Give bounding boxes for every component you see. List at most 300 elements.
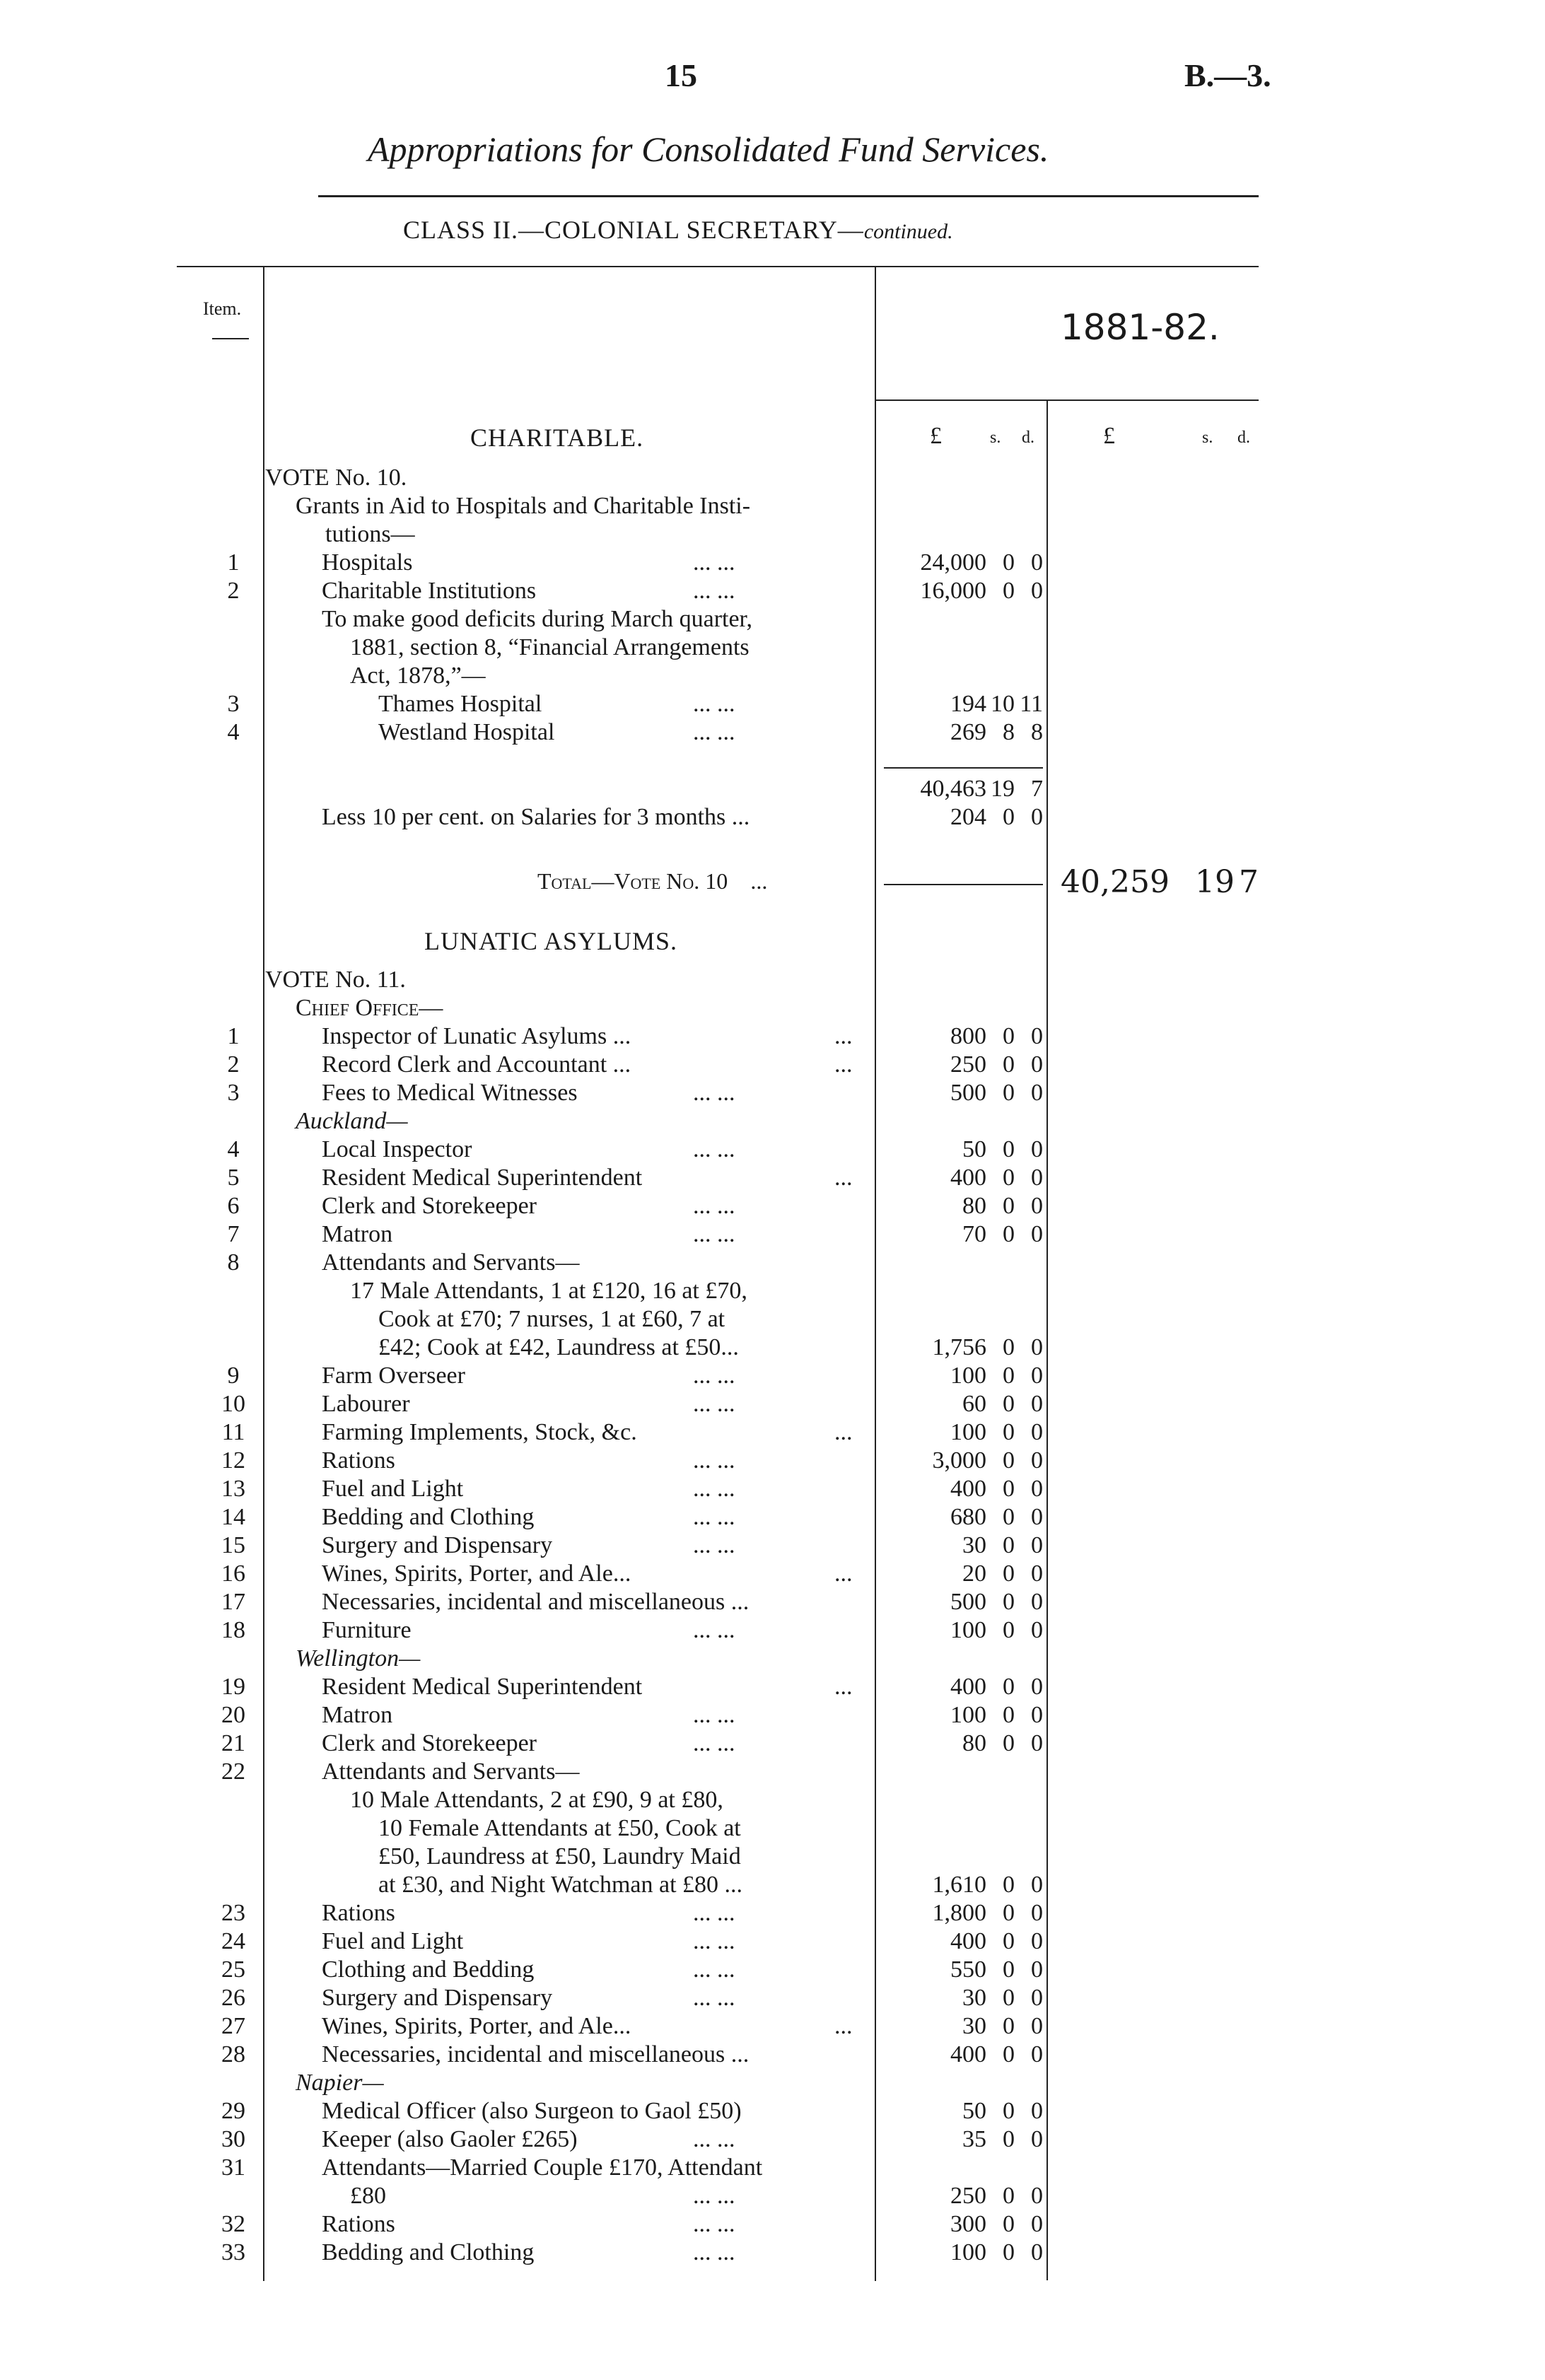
row-description: Necessaries, incidental and miscellaneous ... — [322, 1589, 750, 1615]
amount-pounds: 300 — [950, 2211, 986, 2237]
amount-pence: 0 — [1031, 1589, 1043, 1615]
row-leader: ... ... — [693, 1900, 735, 1926]
class-title-continued: continued. — [863, 220, 953, 243]
amount-pence: 0 — [1031, 1023, 1043, 1049]
amount-pence: 0 — [1031, 1221, 1043, 1247]
unit-shilling-total: s. — [1202, 428, 1213, 447]
row-leader: ... ... — [693, 1391, 735, 1417]
row-description: Matron — [322, 1221, 393, 1247]
row-description: tutions— — [325, 521, 415, 547]
amount-shillings: 0 — [1003, 1391, 1015, 1417]
amount-shillings: 0 — [1003, 1334, 1015, 1360]
amount-pounds: 800 — [950, 1023, 986, 1049]
row-description: Attendants and Servants— — [322, 1758, 580, 1785]
amount-shillings: 0 — [1003, 1730, 1015, 1756]
amount-shillings: 0 — [1003, 1080, 1015, 1106]
amount-shillings: 0 — [1003, 1956, 1015, 1983]
table-row — [0, 1758, 1545, 1786]
row-description: Grants in Aid to Hospitals and Charitable Insti- — [296, 493, 751, 519]
row-description: Rations — [322, 2211, 395, 2237]
row-description: Surgery and Dispensary — [322, 1985, 553, 2011]
item-number: 25 — [221, 1956, 245, 1983]
item-number: 29 — [221, 2098, 245, 2124]
table-row — [0, 1418, 1545, 1447]
item-number: 6 — [227, 1193, 240, 1219]
table-row — [0, 520, 1545, 549]
row-description: Thames Hospital — [378, 691, 542, 717]
table-row — [0, 1220, 1545, 1249]
row-leader: ... ... — [693, 1447, 735, 1474]
row-leader: ... — [834, 1674, 853, 1700]
item-number: 4 — [227, 1136, 240, 1162]
row-leader: ... ... — [693, 1928, 735, 1954]
row-leader: ... ... — [693, 1080, 735, 1106]
item-number: 17 — [221, 1589, 245, 1615]
table-row — [0, 803, 1545, 832]
amount-shillings: 19 — [991, 776, 1015, 802]
item-header-underline — [212, 338, 249, 339]
amount-shillings: 0 — [1003, 1702, 1015, 1728]
row-description: £80 — [350, 2183, 386, 2209]
item-number: 15 — [221, 1532, 245, 1558]
row-description: Bedding and Clothing — [322, 2239, 535, 2265]
item-number: 26 — [221, 1985, 245, 2011]
amount-shillings: 0 — [1003, 1617, 1015, 1643]
item-number: 21 — [221, 1730, 245, 1756]
table-row — [0, 1079, 1545, 1107]
amount-pence: 7 — [1031, 776, 1043, 802]
amount-pence: 0 — [1031, 1363, 1043, 1389]
item-number: 11 — [221, 1419, 245, 1445]
amount-pounds: 100 — [950, 1702, 986, 1728]
amount-shillings: 0 — [1003, 1193, 1015, 1219]
amount-pence: 0 — [1031, 2211, 1043, 2237]
row-description: Wellington— — [296, 1645, 421, 1672]
amount-pounds: 400 — [950, 1165, 986, 1191]
amount-pounds: 400 — [950, 1476, 986, 1502]
amount-pounds: 80 — [962, 1730, 986, 1756]
row-description: Farming Implements, Stock, &c. — [322, 1419, 637, 1445]
amount-pence: 0 — [1031, 1447, 1043, 1474]
amount-pence: 0 — [1031, 2239, 1043, 2265]
row-leader: ... — [834, 1023, 853, 1049]
item-number: 1 — [227, 1023, 240, 1049]
item-number: 27 — [221, 2013, 245, 2039]
table-row — [0, 577, 1545, 605]
row-leader: ... — [834, 1561, 853, 1587]
amount-pence: 0 — [1031, 2098, 1043, 2124]
page-number: 15 — [665, 57, 697, 93]
table-row — [0, 2182, 1545, 2210]
item-number: 22 — [221, 1758, 245, 1785]
row-description: Rations — [322, 1900, 395, 1926]
amount-pence: 0 — [1031, 2183, 1043, 2209]
table-row — [0, 1051, 1545, 1079]
amount-pounds: 194 — [950, 691, 986, 717]
table-row — [0, 1447, 1545, 1475]
table-row — [0, 1475, 1545, 1503]
year-header: 1881-82. — [1061, 307, 1220, 348]
amount-pounds: 400 — [950, 1674, 986, 1700]
table-row — [0, 1984, 1545, 2012]
amount-pounds: 24,000 — [920, 549, 986, 576]
row-description: Westland Hospital — [378, 719, 555, 745]
table-row — [0, 2012, 1545, 2041]
row-description: Record Clerk and Accountant ... — [322, 1051, 631, 1078]
amount-pence: 11 — [1020, 691, 1043, 717]
amount-shillings: 0 — [1003, 1476, 1015, 1502]
row-description: Clothing and Bedding — [322, 1956, 535, 1983]
total-vote10-shillings: 19 — [1195, 864, 1235, 900]
table-row — [0, 1673, 1545, 1701]
amount-pounds: 40,463 — [920, 776, 986, 802]
row-description: Cook at £70; 7 nurses, 1 at £60, 7 at — [378, 1306, 725, 1332]
item-number: 30 — [221, 2126, 245, 2152]
unit-pound-total: £ — [1103, 423, 1115, 449]
amount-shillings: 0 — [1003, 1419, 1015, 1445]
table-row — [0, 966, 1545, 994]
amount-pence: 0 — [1031, 1872, 1043, 1898]
header-rule — [318, 195, 1259, 197]
amount-shillings: 0 — [1003, 1900, 1015, 1926]
item-number: 1 — [227, 549, 240, 576]
amount-pounds: 3,000 — [932, 1447, 986, 1474]
table-row — [0, 1390, 1545, 1418]
row-description: Surgery and Dispensary — [322, 1532, 553, 1558]
row-description: Farm Overseer — [322, 1363, 465, 1389]
table-row — [0, 1334, 1545, 1362]
item-number: 32 — [221, 2211, 245, 2237]
item-number: 24 — [221, 1928, 245, 1954]
amount-pence: 0 — [1031, 1532, 1043, 1558]
amount-pounds: 35 — [962, 2126, 986, 2152]
row-description: Labourer — [322, 1391, 410, 1417]
table-row — [0, 2041, 1545, 2069]
row-leader: ... ... — [693, 549, 735, 576]
unit-pence-total: d. — [1237, 428, 1250, 447]
amount-pence: 0 — [1031, 1985, 1043, 2011]
item-number: 7 — [227, 1221, 240, 1247]
amount-pence: 0 — [1031, 1702, 1043, 1728]
row-leader: ... ... — [693, 1136, 735, 1162]
table-row — [0, 1503, 1545, 1532]
amount-shillings: 10 — [991, 691, 1015, 717]
amount-shillings: 0 — [1003, 2126, 1015, 2152]
row-description: Hospitals — [322, 549, 413, 576]
table-row — [0, 1136, 1545, 1164]
row-description: Wines, Spirits, Porter, and Ale... — [322, 1561, 631, 1587]
row-description: Act, 1878,”— — [350, 663, 486, 689]
amount-pence: 0 — [1031, 1900, 1043, 1926]
row-leader: ... ... — [693, 1193, 735, 1219]
amount-pounds: 70 — [962, 1221, 986, 1247]
amount-pounds: 20 — [962, 1561, 986, 1587]
amount-pence: 0 — [1031, 1136, 1043, 1162]
row-leader: ... — [834, 1419, 853, 1445]
item-number: 8 — [227, 1249, 240, 1276]
amount-pence: 0 — [1031, 2013, 1043, 2039]
unit-pound: £ — [930, 423, 942, 449]
row-description: Local Inspector — [322, 1136, 472, 1162]
amount-pence: 0 — [1031, 1334, 1043, 1360]
amount-pence: 0 — [1031, 1617, 1043, 1643]
table-row — [0, 1729, 1545, 1758]
row-description: Chief Office— — [296, 995, 443, 1021]
table-row — [0, 1532, 1545, 1560]
class-title-text: CLASS II.—COLONIAL SECRETARY— — [403, 216, 864, 244]
row-description: Fuel and Light — [322, 1476, 464, 1502]
amount-pounds: 400 — [950, 1928, 986, 1954]
row-leader: ... ... — [693, 691, 735, 717]
amount-pounds: 100 — [950, 1363, 986, 1389]
amount-shillings: 0 — [1003, 1674, 1015, 1700]
table-row — [0, 1362, 1545, 1390]
amount-shillings: 0 — [1003, 1023, 1015, 1049]
table-row — [0, 662, 1545, 690]
row-description: Resident Medical Superintendent — [322, 1165, 643, 1191]
table-row — [0, 994, 1545, 1022]
item-number: 13 — [221, 1476, 245, 1502]
row-description: Matron — [322, 1702, 393, 1728]
row-description: 10 Male Attendants, 2 at £90, 9 at £80, — [350, 1787, 723, 1813]
amount-shillings: 8 — [1003, 719, 1015, 745]
amount-shillings: 0 — [1003, 2041, 1015, 2067]
item-number: 31 — [221, 2154, 245, 2181]
table-row — [0, 1616, 1545, 1645]
amount-pounds: 16,000 — [920, 578, 986, 604]
amount-pounds: 30 — [962, 1985, 986, 2011]
item-number: 3 — [227, 691, 240, 717]
table-row — [0, 1107, 1545, 1136]
row-description: £50, Laundress at £50, Laundry Maid — [378, 1843, 741, 1869]
row-leader: ... ... — [693, 719, 735, 745]
row-description: Napier— — [296, 2070, 384, 2096]
row-description: Clerk and Storekeeper — [322, 1193, 537, 1219]
table-row — [0, 1927, 1545, 1956]
table-row — [0, 1871, 1545, 1899]
amount-pence: 0 — [1031, 1956, 1043, 1983]
item-header: Item. — [203, 298, 242, 319]
amount-pounds: 204 — [950, 804, 986, 830]
amount-pounds: 500 — [950, 1589, 986, 1615]
amount-shillings: 0 — [1003, 1589, 1015, 1615]
amount-pounds: 1,756 — [932, 1334, 986, 1360]
total-vote10-label — [537, 868, 767, 894]
amount-shillings: 0 — [1003, 2013, 1015, 2039]
amount-pence: 0 — [1031, 1561, 1043, 1587]
item-number: 28 — [221, 2041, 245, 2067]
table-row — [0, 1843, 1545, 1871]
row-description: Furniture — [322, 1617, 412, 1643]
section-title-lunatic: LUNATIC ASYLUMS. — [424, 927, 678, 955]
table-row — [0, 1701, 1545, 1729]
amount-pence: 0 — [1031, 1051, 1043, 1078]
amount-pounds: 50 — [962, 1136, 986, 1162]
amount-pence: 0 — [1031, 1419, 1043, 1445]
table-row — [0, 1899, 1545, 1927]
table-row — [0, 1249, 1545, 1277]
amount-pence: 0 — [1031, 1080, 1043, 1106]
table-row — [0, 2239, 1545, 2267]
row-description: 10 Female Attendants at £50, Cook at — [378, 1815, 741, 1841]
amount-pounds: 100 — [950, 2239, 986, 2265]
row-description: Attendants and Servants— — [322, 1249, 580, 1276]
amount-shillings: 0 — [1003, 1504, 1015, 1530]
amount-pounds: 30 — [962, 2013, 986, 2039]
unit-pence: d. — [1022, 428, 1034, 447]
amount-pence: 0 — [1031, 2041, 1043, 2067]
row-description: To make good deficits during March quarter, — [322, 606, 753, 632]
table-row — [0, 2097, 1545, 2125]
amount-shillings: 0 — [1003, 1221, 1015, 1247]
running-title: Appropriations for Consolidated Fund Services. — [368, 129, 1049, 169]
row-leader: ... — [834, 1165, 853, 1191]
amount-pounds: 100 — [950, 1617, 986, 1643]
table-row — [0, 464, 1545, 492]
amount-pence: 8 — [1031, 719, 1043, 745]
row-description: Rations — [322, 1447, 395, 1474]
total-vote10-pence: 7 — [1239, 864, 1259, 900]
table-row — [0, 605, 1545, 634]
row-description: Bedding and Clothing — [322, 1504, 535, 1530]
amount-pence: 0 — [1031, 1391, 1043, 1417]
amount-pence: 0 — [1031, 578, 1043, 604]
total-rule — [884, 884, 1043, 885]
row-description: Less 10 per cent. on Salaries for 3 months ... — [322, 804, 750, 830]
amount-pence: 0 — [1031, 1928, 1043, 1954]
amount-pounds: 50 — [962, 2098, 986, 2124]
row-description: Auckland— — [296, 1108, 408, 1134]
amount-pence: 0 — [1031, 1193, 1043, 1219]
table-row — [0, 690, 1545, 718]
amount-shillings: 0 — [1003, 804, 1015, 830]
item-number: 5 — [227, 1165, 240, 1191]
item-number: 33 — [221, 2239, 245, 2265]
row-description: 17 Male Attendants, 1 at £120, 16 at £70, — [350, 1278, 747, 1304]
amount-shillings: 0 — [1003, 1561, 1015, 1587]
row-leader: ... ... — [693, 1730, 735, 1756]
table-row — [0, 1645, 1545, 1673]
amount-pounds: 100 — [950, 1419, 986, 1445]
amount-shillings: 0 — [1003, 1985, 1015, 2011]
table-row — [0, 1560, 1545, 1588]
amount-shillings: 0 — [1003, 1928, 1015, 1954]
row-leader: ... ... — [693, 1221, 735, 1247]
amount-pounds: 1,800 — [932, 1900, 986, 1926]
amount-pounds: 250 — [950, 2183, 986, 2209]
row-description: Clerk and Storekeeper — [322, 1730, 537, 1756]
item-number: 20 — [221, 1702, 245, 1728]
table-row — [0, 1588, 1545, 1616]
amount-shillings: 0 — [1003, 1363, 1015, 1389]
amount-pounds: 680 — [950, 1504, 986, 1530]
table-row — [0, 2154, 1545, 2182]
table-row — [0, 1277, 1545, 1305]
row-description: Necessaries, incidental and miscellaneous ... — [322, 2041, 750, 2067]
item-number: 4 — [227, 719, 240, 745]
row-leader: ... — [834, 1051, 853, 1078]
amount-pounds: 250 — [950, 1051, 986, 1078]
row-leader: ... ... — [693, 578, 735, 604]
amount-shillings: 0 — [1003, 549, 1015, 576]
table-row — [0, 2069, 1545, 2097]
row-leader: ... ... — [693, 1617, 735, 1643]
row-leader: ... ... — [693, 1532, 735, 1558]
class-title — [403, 215, 953, 245]
table-row — [0, 634, 1545, 662]
table-row — [0, 1786, 1545, 1814]
row-description: at £30, and Night Watchman at £80 ... — [378, 1872, 743, 1898]
amount-pounds: 60 — [962, 1391, 986, 1417]
amount-shillings: 0 — [1003, 1136, 1015, 1162]
row-description: Fees to Medical Witnesses — [322, 1080, 578, 1106]
section-title-charitable: CHARITABLE. — [470, 424, 644, 452]
row-description: Charitable Institutions — [322, 578, 537, 604]
table-row — [0, 1022, 1545, 1051]
amount-pence: 0 — [1031, 1674, 1043, 1700]
row-description: Fuel and Light — [322, 1928, 464, 1954]
row-leader: ... ... — [693, 1956, 735, 1983]
row-leader: ... ... — [693, 2183, 735, 2209]
row-leader: ... ... — [693, 1504, 735, 1530]
amount-shillings: 0 — [1003, 1872, 1015, 1898]
amount-pounds: 80 — [962, 1193, 986, 1219]
item-number: 23 — [221, 1900, 245, 1926]
total-vote10-pounds: 40,259 — [1061, 864, 1170, 900]
item-number: 2 — [227, 1051, 240, 1078]
row-description: Medical Officer (also Surgeon to Gaol £50) — [322, 2098, 742, 2124]
amount-pence: 0 — [1031, 1476, 1043, 1502]
table-row — [0, 2125, 1545, 2154]
row-leader: ... ... — [693, 2211, 735, 2237]
amount-shillings: 0 — [1003, 2098, 1015, 2124]
row-description: Inspector of Lunatic Asylums ... — [322, 1023, 631, 1049]
row-description: Resident Medical Superintendent — [322, 1674, 643, 1700]
amount-pence: 0 — [1031, 804, 1043, 830]
document-reference: B.—3. — [1184, 57, 1271, 93]
row-leader: ... ... — [693, 1363, 735, 1389]
table-row — [0, 2210, 1545, 2239]
amount-shillings: 0 — [1003, 1447, 1015, 1474]
amount-pence: 0 — [1031, 1730, 1043, 1756]
amount-pence: 0 — [1031, 2126, 1043, 2152]
row-description: VOTE No. 10. — [265, 465, 407, 491]
row-leader: ... ... — [693, 1476, 735, 1502]
unit-shilling: s. — [990, 428, 1001, 447]
table-row — [0, 549, 1545, 577]
row-description: Attendants—Married Couple £170, Attendant — [322, 2154, 763, 2181]
item-number: 10 — [221, 1391, 245, 1417]
table-row — [0, 1814, 1545, 1843]
amount-pounds: 500 — [950, 1080, 986, 1106]
table-row — [0, 1192, 1545, 1220]
amount-pence: 0 — [1031, 1504, 1043, 1530]
row-leader: ... ... — [693, 1985, 735, 2011]
table-row — [0, 1164, 1545, 1192]
amount-pounds: 400 — [950, 2041, 986, 2067]
row-description: Wines, Spirits, Porter, and Ale... — [322, 2013, 631, 2039]
amount-pounds: 550 — [950, 1956, 986, 1983]
subtotal-rule — [884, 767, 1043, 769]
amount-shillings: 0 — [1003, 2183, 1015, 2209]
row-leader: ... ... — [693, 2126, 735, 2152]
total-vote10-text: Total—Vote No. 10 — [537, 868, 728, 894]
table-row — [0, 1305, 1545, 1334]
table-row — [0, 1956, 1545, 1984]
item-number: 14 — [221, 1504, 245, 1530]
table-row — [0, 718, 1545, 747]
item-number: 16 — [221, 1561, 245, 1587]
